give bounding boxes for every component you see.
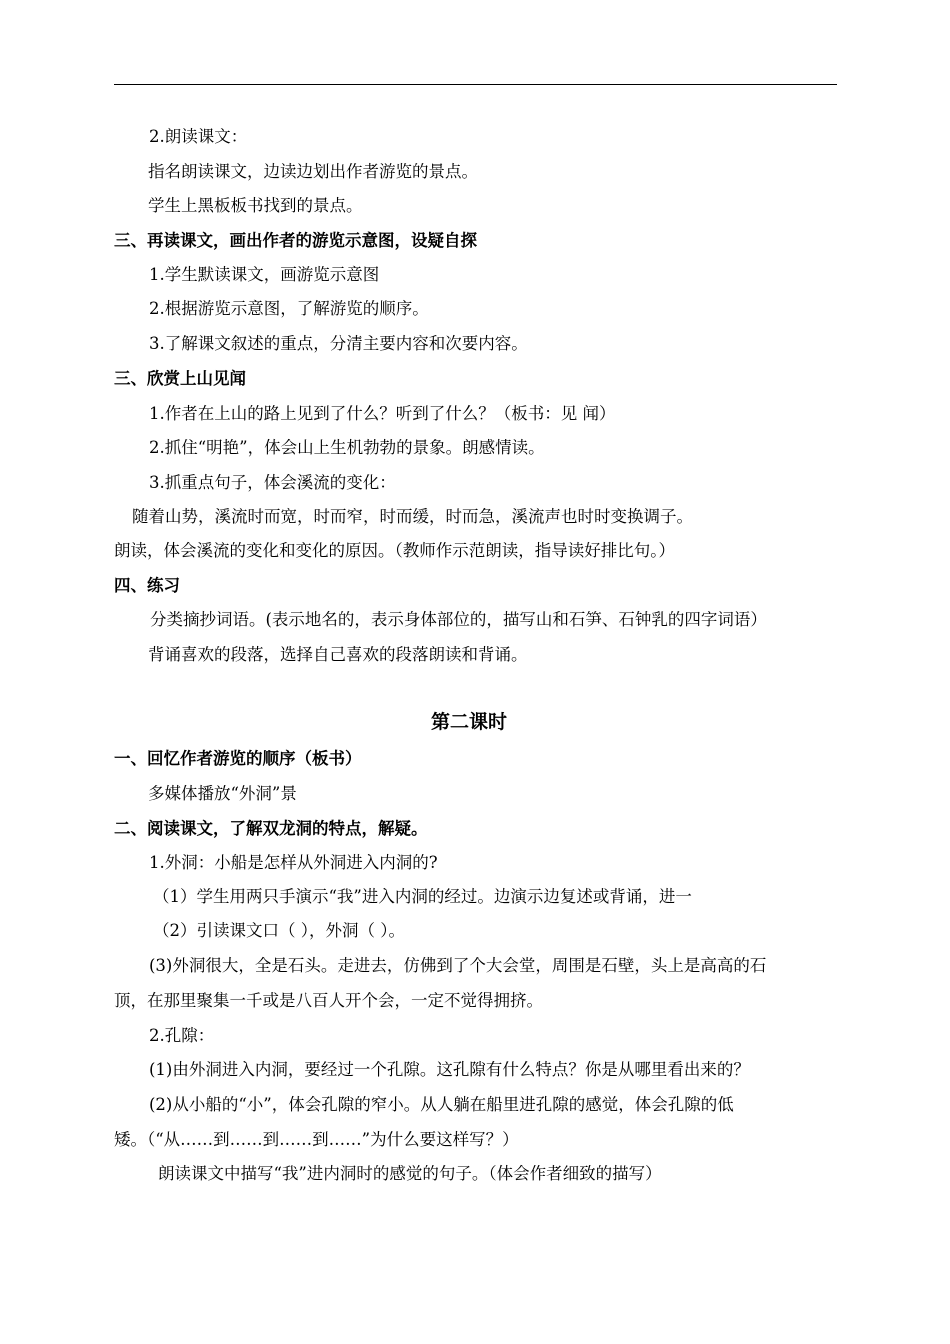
line-see-hear: 1.作者在上山的路上见到了什么？听到了什么？（板书：见 闻） — [149, 404, 616, 423]
line-crevice-feature: (1)由外洞进入内洞，要经过一个孔隙。这孔隙有什么特点？你是从哪里看出来的？ — [149, 1060, 750, 1079]
section-heading-mountain: 三、欣赏上山见闻 — [114, 369, 246, 388]
line-reading-heading: 2.朗读课文： — [149, 127, 248, 146]
line-outer-cave: 1.外洞：小船是怎样从外洞进入内洞的? — [149, 853, 438, 872]
line-board-task: 学生上黑板板书找到的景点。 — [148, 196, 363, 215]
line-mingyan: 2.抓住“明艳”，体会山上生机勃勃的景象。朗感情读。 — [149, 438, 545, 457]
line-crevice-small: (2)从小船的“小”，体会孔隙的窄小。从人躺在船里进孔隙的感觉，体会孔隙的低 — [149, 1095, 734, 1114]
header-rule — [114, 84, 837, 85]
section-heading-practice: 四、练习 — [114, 576, 180, 595]
line-key-points: 3.了解课文叙述的重点，分清主要内容和次要内容。 — [149, 334, 528, 353]
section-heading-reread: 三、再读课文，画出作者的游览示意图，设疑自探 — [114, 231, 477, 250]
section-heading-read-text: 二、阅读课文，了解双龙洞的特点，解疑。 — [114, 819, 428, 838]
section-heading-recall: 一、回忆作者游览的顺序（板书） — [114, 749, 362, 768]
line-stream-quote: 随着山势，溪流时而宽，时而窄，时而缓，时而急，溪流声也时时变换调子。 — [132, 507, 693, 526]
line-demo-hands: （1）学生用两只手演示“我”进入内洞的经过。边演示边复述或背诵，进一 — [153, 887, 692, 906]
line-silent-reading: 1.学生默读课文，画游览示意图 — [149, 265, 380, 284]
line-outer-cave-big: (3)外洞很大，全是石头。走进去，仿佛到了个大会堂，周围是石壁，头上是高高的石 — [149, 956, 767, 975]
line-read-aloud: 朗读，体会溪流的变化和变化的原因。（教师作示范朗读，指导读好排比句。） — [114, 541, 675, 560]
line-crevice-heading: 2.孔隙： — [149, 1026, 215, 1045]
line-guided-reading: （2）引读课文口（ ），外洞（ ）。 — [153, 921, 405, 940]
lesson-two-title: 第二课时 — [431, 711, 508, 733]
line-recite: 背诵喜欢的段落，选择自己喜欢的段落朗读和背诵。 — [148, 645, 528, 664]
line-reading-task: 指名朗读课文，边读边划出作者游览的景点。 — [148, 162, 478, 181]
line-stream-change: 3.抓重点句子，体会溪流的变化： — [149, 473, 396, 492]
line-tour-order: 2.根据游览示意图，了解游览的顺序。 — [149, 299, 429, 318]
line-outer-cave-gather: 顶，在那里聚集一千或是八百人开个会，一定不觉得拥挤。 — [114, 991, 543, 1010]
line-copy-words: 分类摘抄词语。(表示地名的，表示身体部位的，描写山和石笋、石钟乳的四字词语） — [150, 610, 767, 629]
line-multimedia: 多媒体播放“外洞”景 — [148, 784, 297, 803]
line-crevice-low: 矮。（“从……到……到……到……”为什么要这样写？） — [114, 1130, 519, 1149]
line-read-feeling: 朗读课文中描写“我”进内洞时的感觉的句子。（体会作者细致的描写） — [158, 1164, 662, 1183]
